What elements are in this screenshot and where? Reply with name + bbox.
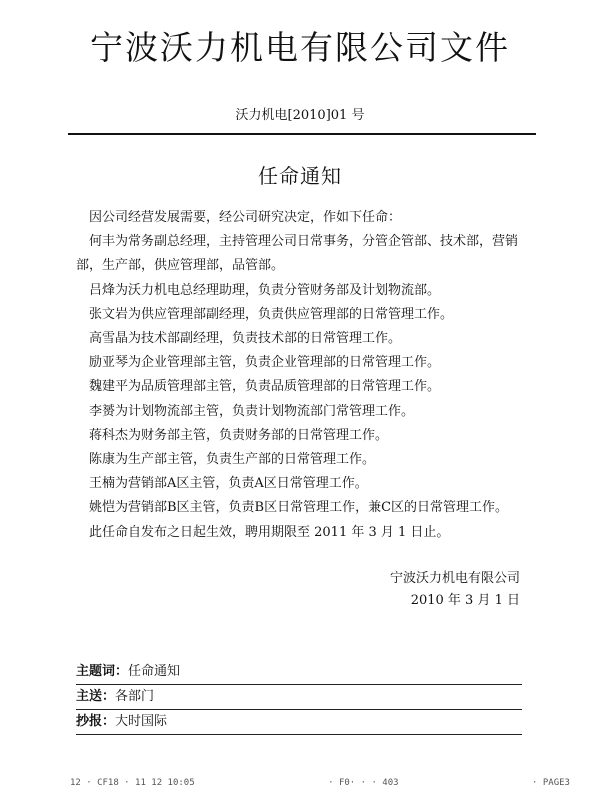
document-number: 沃力机电[2010]01 号 xyxy=(235,108,365,123)
recipient-value: 各部门 xyxy=(115,689,155,704)
signature-date: 2010 年 3 月 1 日 xyxy=(410,593,520,608)
appointment-paragraph: 王楠为营销部A区主管，负责A区日常管理工作。 xyxy=(89,476,368,492)
appointment-paragraph: 高雪晶为技术部副经理，负责技术部的日常管理工作。 xyxy=(89,331,402,347)
appointment-paragraph: 吕烽为沃力机电总经理助理，负责分管财务部及计划物流部。 xyxy=(89,282,441,298)
subject-label: 主题词： xyxy=(76,664,129,679)
fax-mark-left: 12 · CF18 · 11 12 10:05 xyxy=(70,778,195,788)
appointment-paragraph: 魏建平为品质管理部主管，负责品质管理部的日常管理工作。 xyxy=(89,379,441,395)
cc-row xyxy=(76,710,522,735)
appointment-paragraph: 姚恺为营销部B区主管，负责B区日常管理工作，兼C区的日常管理工作。 xyxy=(89,500,509,516)
signature-company: 宁波沃力机电有限公司 xyxy=(389,571,520,586)
fax-mark-right: · PAGE3 xyxy=(532,778,570,788)
company-title: 宁波沃力机电有限公司文件 xyxy=(90,28,510,67)
notice-title: 任命通知 xyxy=(258,164,342,188)
appointment-paragraph: 陈康为生产部主管，负责生产部的日常管理工作。 xyxy=(89,452,376,468)
effective-date-paragraph: 此任命自发布之日起生效，聘用期限至 2011 年 3 月 1 日止。 xyxy=(89,524,450,540)
notice-body xyxy=(76,206,536,545)
distribution-footer xyxy=(76,660,522,735)
subject-value: 任命通知 xyxy=(128,664,181,679)
subject-keywords-row xyxy=(76,660,522,685)
appointment-paragraph: 何丰为常务副总经理，主持管理公司日常事务，分管企管部、技术部，营销部，生产部，供应管理部，品管部。 xyxy=(76,234,519,274)
cc-label: 抄报： xyxy=(76,714,116,729)
fax-mark-middle: · F0· · · 403 xyxy=(328,778,399,788)
appointment-paragraph: 励亚琴为企业管理部主管，负责企业管理部的日常管理工作。 xyxy=(89,355,441,371)
main-recipient-row xyxy=(76,685,522,710)
appointment-paragraph: 张文岩为供应管理部副经理，负责供应管理部的日常管理工作。 xyxy=(89,306,454,322)
fax-header-marks xyxy=(70,778,570,788)
notice-intro: 因公司经营发展需要，经公司研究决定，作如下任命： xyxy=(89,210,402,225)
signature-block xyxy=(300,568,520,612)
appointment-paragraph: 李赟为计划物流部主管，负责计划物流部门常管理工作。 xyxy=(89,403,415,419)
cc-value: 大时国际 xyxy=(115,714,168,729)
header-divider xyxy=(68,133,536,135)
recipient-label: 主送： xyxy=(76,689,116,704)
appointment-paragraph: 蒋科杰为财务部主管，负责财务部的日常管理工作。 xyxy=(89,427,389,443)
